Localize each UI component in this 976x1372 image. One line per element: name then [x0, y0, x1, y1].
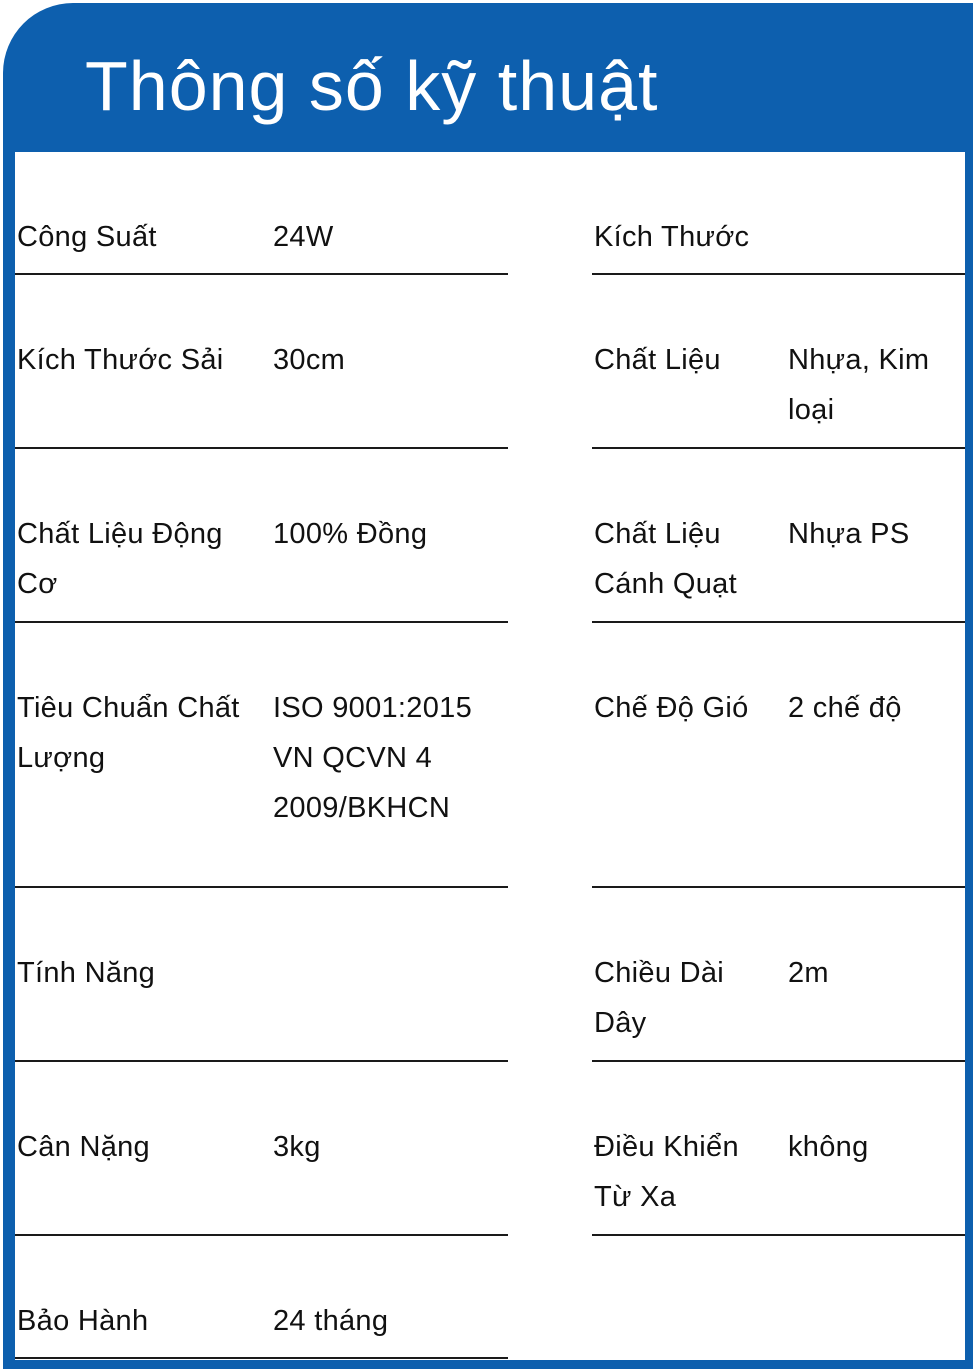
spec-value: Nhựa, Kim loại: [788, 344, 930, 426]
spec-label: Chiều Dài Dây: [594, 957, 725, 1039]
spec-cell-remote-control: [592, 1062, 965, 1236]
spec-label: Chất Liệu Động Cơ: [17, 518, 223, 600]
spec-cell-motor-material: [15, 449, 508, 623]
spec-cell-quality-standard: [15, 623, 508, 888]
spec-label: Tiêu Chuẩn Chất Lượng: [17, 692, 240, 774]
spec-label: Chất Liệu: [594, 344, 721, 376]
spec-cell-dimensions: [592, 152, 965, 275]
spec-value: 24W: [273, 221, 334, 253]
spec-label: Công Suất: [17, 221, 157, 253]
spec-value: [273, 683, 508, 833]
spec-value: 2m: [788, 957, 829, 989]
spec-value-line: VN QCVN 4: [273, 742, 433, 774]
spec-value-line: 2009/BKHCN: [273, 792, 451, 824]
spec-label: Chế Độ Gió: [594, 692, 749, 724]
spec-cell-material: [592, 275, 965, 449]
spec-value: không: [788, 1131, 869, 1163]
spec-label: Chất Liệu Cánh Quạt: [594, 518, 737, 600]
spec-value: 30cm: [273, 344, 346, 376]
spec-cell-blade-material: [592, 449, 965, 623]
spec-cell-weight: [15, 1062, 508, 1236]
spec-cell-span: [15, 275, 508, 449]
spec-card: [3, 3, 973, 1369]
spec-label: Điều Khiển Từ Xa: [594, 1131, 739, 1213]
spec-cell-warranty: [15, 1236, 508, 1359]
spec-cell-power: [15, 152, 508, 275]
spec-value: 24 tháng: [273, 1305, 389, 1337]
spec-cell-wind-mode: [592, 623, 965, 888]
spec-table: [15, 152, 965, 1360]
spec-value: 2 chế độ: [788, 692, 902, 724]
spec-cell-features: [15, 888, 508, 1062]
spec-label: Kích Thước Sải: [17, 344, 224, 376]
spec-label: Tính Năng: [17, 957, 156, 989]
spec-cell-cord-length: [592, 888, 965, 1062]
spec-label: Cân Nặng: [17, 1131, 150, 1163]
spec-value: 3kg: [273, 1131, 321, 1163]
spec-value-line: ISO 9001:2015: [273, 692, 472, 724]
spec-value: 100% Đồng: [273, 518, 428, 550]
spec-value: Nhựa PS: [788, 518, 910, 550]
spec-label: Kích Thước: [594, 221, 750, 253]
spec-label: Bảo Hành: [17, 1305, 149, 1337]
spec-title: Thông số kỹ thuật: [85, 47, 659, 125]
